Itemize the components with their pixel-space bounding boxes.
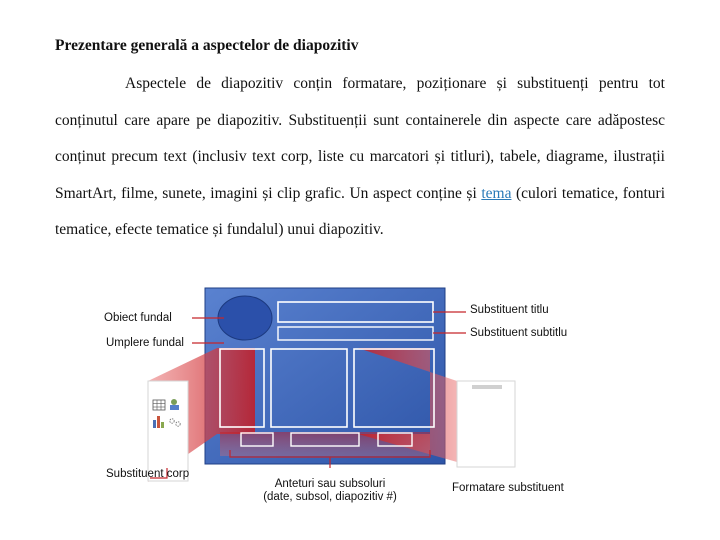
label-background-object: Obiect fundal xyxy=(104,312,172,324)
paragraph-text-start: Aspectele de diapozitiv conțin formatare, poziționare și substituenți pentru tot conținutul care apare pe diapozitiv. Substituenții sunt containerele din aspecte care adăpostesc conținut precum text (inclusiv text corp, liste cu marcatori și titluri), tabele, diagrame, ilustrații SmartArt, filme, sunete, imagini și clip grafic. Un aspect conține și xyxy=(55,75,665,202)
label-title-placeholder: Substituent titlu xyxy=(470,304,549,316)
document-title: Prezentare generală a aspectelor de diapozitiv xyxy=(55,37,359,54)
placeholder-format-card xyxy=(457,381,515,467)
background-object-oval xyxy=(218,296,272,340)
label-body-placeholder: Substituent corp xyxy=(106,468,190,480)
label-footers xyxy=(240,478,420,504)
label-placeholder-formatting: Formatare substituent xyxy=(452,482,564,494)
paragraph-text-end: (culori tematice, fonturi tematice, efecte tematice și fundalul) unui diapozitiv. xyxy=(55,184,665,239)
label-footers-line1: Anteturi sau subsoluri xyxy=(274,478,386,490)
body-placeholder-card xyxy=(148,381,188,481)
format-card-bar xyxy=(472,385,502,389)
slide-layout-diagram xyxy=(100,286,600,518)
table-icon xyxy=(153,400,165,410)
label-footers-line2: (date, subsol, diapozitiv #) xyxy=(263,491,397,503)
body-paragraph xyxy=(55,66,665,249)
label-subtitle-placeholder: Substituent subtitlu xyxy=(470,327,568,339)
label-background-fill: Umplere fundal xyxy=(106,337,184,349)
theme-link[interactable]: tema xyxy=(481,184,512,202)
